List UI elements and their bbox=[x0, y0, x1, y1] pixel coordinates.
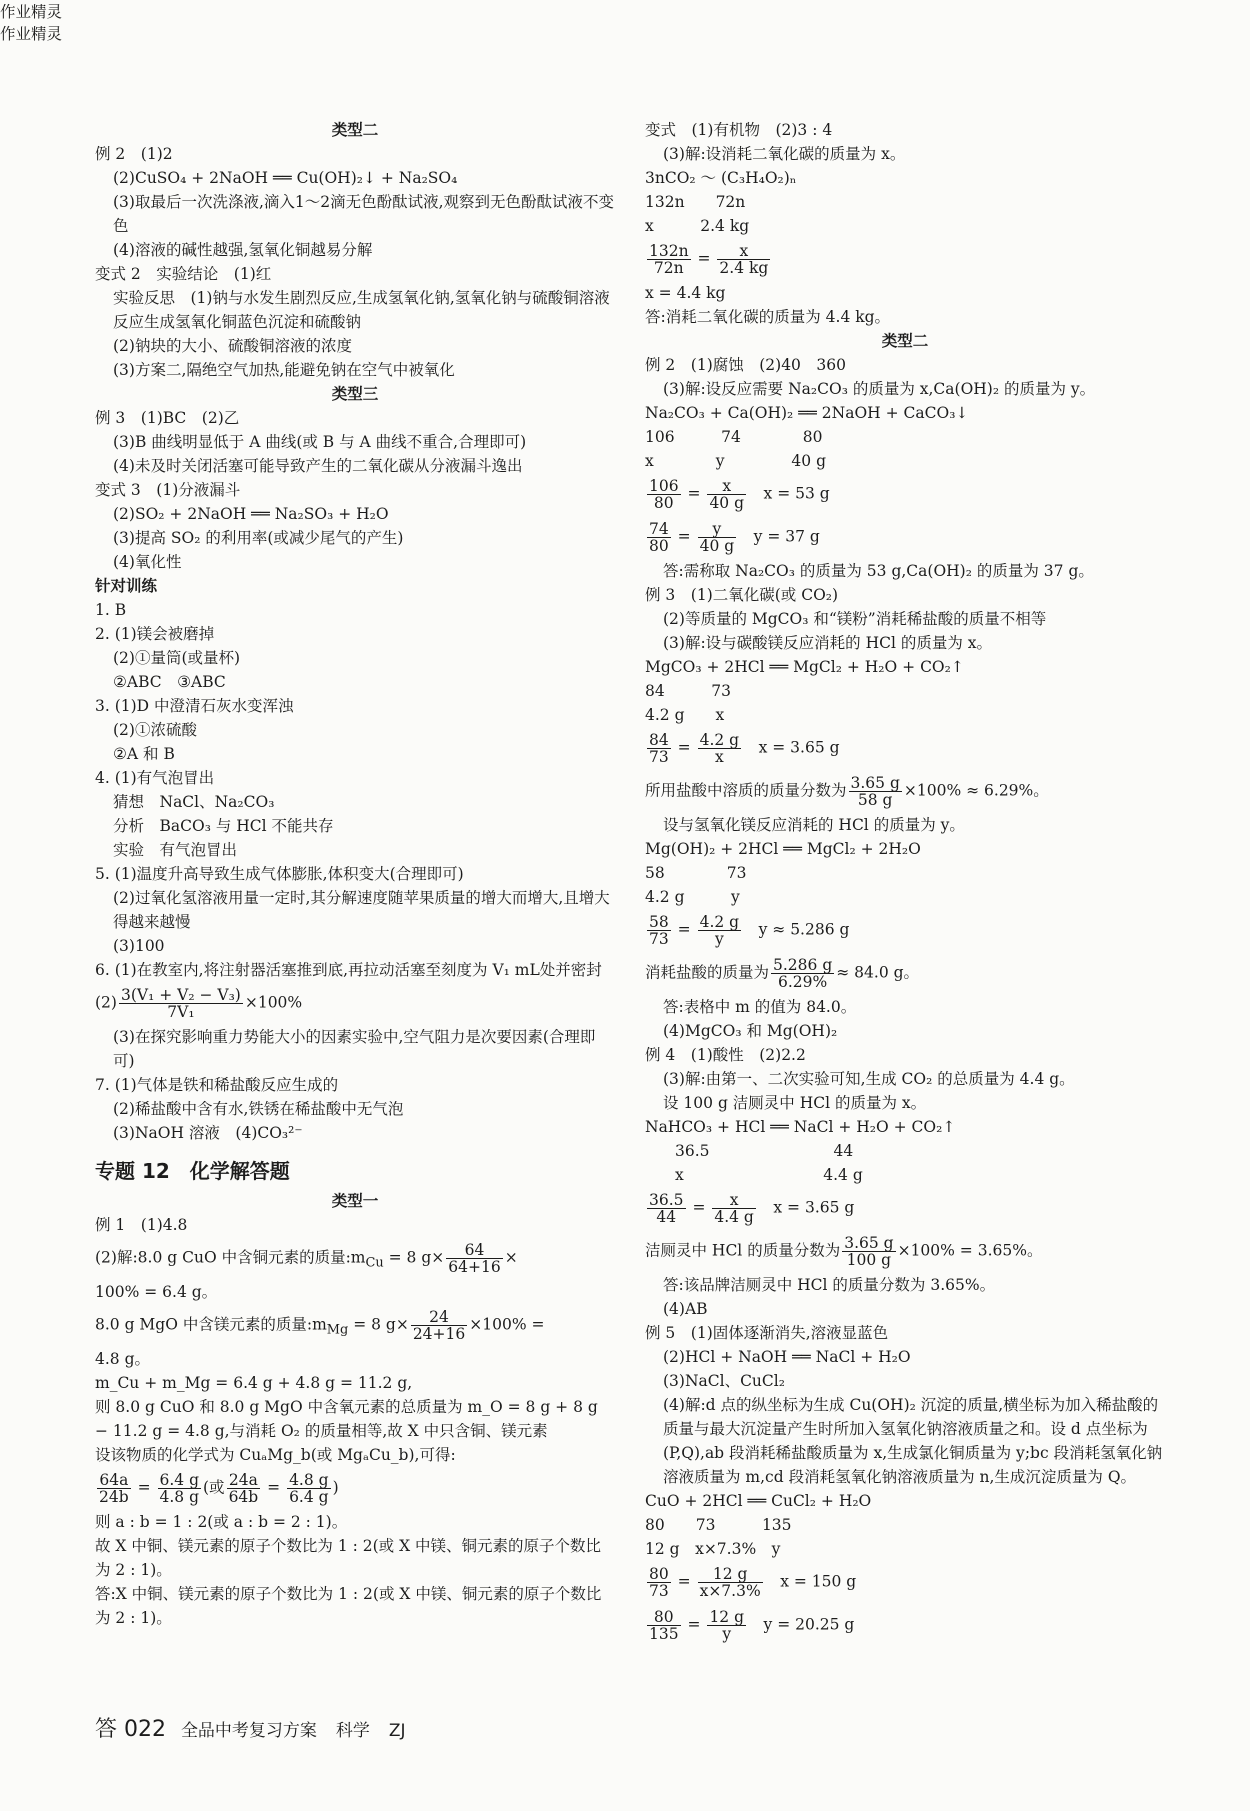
answer-line: 1. B bbox=[95, 601, 127, 619]
text-span: (2) bbox=[95, 993, 117, 1012]
example-line: 例 3 (1)二氧化碳(或 CO₂) bbox=[645, 586, 839, 604]
answer-line: (2)等质量的 MgCO₃ 和“镁粉”消耗稀盐酸的质量不相等 bbox=[663, 610, 1047, 628]
denominator: 7V₁ bbox=[167, 1003, 195, 1021]
answer-line: x = 4.4 kg bbox=[645, 284, 726, 302]
answer-line: 7. (1)气体是铁和稀盐酸反应生成的 bbox=[95, 1076, 339, 1094]
answer-line: (3)解:由第一、二次实验可知,生成 CO₂ 的总质量为 4.4 g。 bbox=[663, 1070, 1075, 1088]
answer-line: 6. (1)在教室内,将注射器活塞推到底,再拉动活塞至刻度为 V₁ mL处并密封 bbox=[95, 961, 602, 979]
answer-line: (3)取最后一次洗涤液,滴入1～2滴无色酚酞试液,观察到无色酚酞试液不变色 bbox=[113, 193, 615, 235]
fraction-line: $\frac{80}{135}$ = $\frac{12 g}{y}$ y = 20.25 g bbox=[649, 1608, 855, 1643]
text-span: 消耗盐酸的质量为 bbox=[645, 963, 770, 982]
denominator: 44 bbox=[656, 1208, 677, 1226]
fraction bbox=[771, 957, 834, 990]
fraction-line: $\frac{80}{73}$ = $\frac{12 g}{x\times 7.3\%}$ x = 150 g bbox=[649, 1565, 857, 1600]
denominator: 72n bbox=[653, 259, 684, 277]
numerator: 106 bbox=[649, 477, 679, 495]
answer-line: 实验反思 (1)钠与水发生剧烈反应,生成氢氧化钠,氢氧化钠与硫酸铜溶液反应生成氢氧化铜蓝色沉淀和硫酸钠 bbox=[113, 289, 610, 331]
fraction bbox=[647, 1566, 671, 1599]
fraction bbox=[647, 914, 671, 947]
answer-line: 猜想 NaCl、Na₂CO₃ bbox=[113, 793, 275, 811]
fraction-line bbox=[95, 1467, 615, 1510]
text-span: × bbox=[504, 1248, 518, 1267]
answer-line: (3)解:设反应需要 Na₂CO₃ 的质量为 x,Ca(OH)₂ 的质量为 y。 bbox=[663, 380, 1096, 398]
numerator: 3(V₁ + V₂ − V₃) bbox=[120, 986, 241, 1004]
denominator: 6.4 g bbox=[289, 1488, 329, 1506]
watermark: 作业精灵 bbox=[0, 25, 63, 43]
subject-label: 科学 bbox=[335, 1721, 370, 1741]
answer-line: 4. (1)有气泡冒出 bbox=[95, 769, 215, 787]
fraction bbox=[158, 1472, 202, 1505]
denominator: 80 bbox=[649, 537, 669, 555]
answer-line: 2. (1)镁会被磨掉 bbox=[95, 625, 215, 643]
fraction-line bbox=[645, 770, 1165, 813]
denominator: 2.4 kg bbox=[719, 259, 769, 277]
answer-line: (3)方案二,隔绝空气加热,能避免钠在空气中被氧化 bbox=[113, 361, 455, 379]
answer-line: (3)B 曲线明显低于 A 曲线(或 B 与 A 曲线不重合,合理即可) bbox=[113, 433, 527, 451]
equation-line: 80 73 135 bbox=[645, 1516, 792, 1534]
equation-line: x 4.4 g bbox=[675, 1166, 863, 1184]
answer-line: (2)稀盐酸中含有水,铁锈在稀盐酸中无气泡 bbox=[113, 1100, 404, 1118]
text-span: ) bbox=[332, 1478, 339, 1497]
answer-line: ②ABC ③ABC bbox=[113, 673, 226, 691]
answer-line: (2)①量筒(或量杯) bbox=[113, 649, 241, 667]
fraction bbox=[707, 1609, 746, 1642]
denominator: x bbox=[714, 748, 724, 766]
answer-line: 答:消耗二氧化碳的质量为 4.4 kg。 bbox=[645, 308, 891, 326]
text-span: 8.0 g MgO 中含镁元素的质量:m bbox=[95, 1315, 327, 1334]
numerator: 58 bbox=[649, 913, 669, 931]
fraction-line: $\frac{84}{73}$ = $\frac{4.2 g}{x}$ x = 3.65 g bbox=[649, 731, 840, 766]
text-span: ×100% bbox=[244, 993, 303, 1012]
right-column bbox=[645, 118, 1165, 1647]
answer-line: 实验 有气泡冒出 bbox=[113, 841, 238, 859]
section-heading: 类型二 bbox=[331, 121, 379, 139]
fraction bbox=[647, 478, 681, 511]
section-heading: 类型二 bbox=[881, 332, 929, 350]
answer-line: 3. (1)D 中澄清石灰水变浑浊 bbox=[95, 697, 294, 715]
page-number: 答 022 bbox=[95, 1717, 166, 1742]
denominator: 64b bbox=[228, 1488, 259, 1506]
numerator: 132n bbox=[649, 242, 689, 260]
denominator: 24+16 bbox=[412, 1325, 466, 1343]
answer-line: (4)氧化性 bbox=[113, 553, 182, 571]
variant-line: 变式 3 (1)分液漏斗 bbox=[95, 481, 241, 499]
equation-line: 84 73 bbox=[645, 682, 731, 700]
fraction bbox=[698, 1566, 763, 1599]
denominator: 73 bbox=[649, 1582, 669, 1600]
example-line: 例 4 (1)酸性 (2)2.2 bbox=[645, 1046, 806, 1064]
result-text: x = 150 g bbox=[780, 1572, 857, 1591]
answer-line: ②A 和 B bbox=[113, 745, 175, 763]
fraction bbox=[707, 478, 746, 511]
answer-line: (3)解:设消耗二氧化碳的质量为 x。 bbox=[663, 145, 906, 163]
left-column bbox=[95, 118, 615, 1630]
answer-line: (2)钠块的大小、硫酸铜溶液的浓度 bbox=[113, 337, 352, 355]
numerator: 24 bbox=[411, 1309, 467, 1326]
fraction bbox=[717, 243, 770, 276]
result-text: x = 3.65 g bbox=[773, 1198, 855, 1217]
subscript: Mg bbox=[326, 1322, 349, 1338]
answer-line: 设与氢氧化镁反应消耗的 HCl 的质量为 y。 bbox=[663, 816, 965, 834]
result-text: y = 20.25 g bbox=[763, 1615, 855, 1634]
answer-line: (3)NaCl、CuCl₂ bbox=[663, 1372, 785, 1390]
text-span: ×100% = 3.65%。 bbox=[897, 1241, 1043, 1260]
numerator: x bbox=[712, 1192, 756, 1209]
fraction-line: $\frac{132n}{72n}$ = $\frac{x}{2.4 kg}$ bbox=[649, 242, 769, 277]
text-span: = bbox=[262, 1478, 286, 1497]
answer-line: 答:需称取 Na₂CO₃ 的质量为 53 g,Ca(OH)₂ 的质量为 37 g。 bbox=[663, 562, 1094, 580]
section-heading: 类型一 bbox=[331, 1192, 379, 1210]
numerator: 3.65 g bbox=[844, 1234, 894, 1252]
numerator: 36.5 bbox=[649, 1191, 684, 1209]
fraction bbox=[849, 775, 902, 808]
equation-line: MgCO₃ + 2HCl ══ MgCl₂ + H₂O + CO₂↑ bbox=[645, 658, 964, 676]
numerator: 6.4 g bbox=[159, 1471, 199, 1489]
equation-line: x 2.4 kg bbox=[645, 217, 750, 235]
denominator: 58 g bbox=[857, 791, 893, 809]
equation-line: 132n 72n bbox=[645, 193, 746, 211]
numerator: y bbox=[698, 521, 737, 538]
answer-line: 4.8 g。 bbox=[95, 1350, 150, 1368]
answer-line: (4)解:d 点的纵坐标为生成 Cu(OH)₂ 沉淀的质量,横坐标为加入稀盐酸的质量与最大沉淀量产生时所加入氢氧化钠溶液质量之和。设 d 点坐标为(P,Q),ab 段消耗稀盐酸质量为 x,生成氯化铜质量为 y;bc 段消耗氢氧化钠溶液质量为 m,cd 段消耗氢氧化钠溶液质量为 n,生成沉淀质量为 Q。 bbox=[663, 1396, 1163, 1486]
denominator: 73 bbox=[649, 748, 669, 766]
answer-line: 分析 BaCO₃ 与 HCl 不能共存 bbox=[113, 817, 334, 835]
fraction-line bbox=[95, 1237, 615, 1280]
variant-line: 变式 2 实验结论 (1)红 bbox=[95, 265, 272, 283]
equation-line: Na₂CO₃ + Ca(OH)₂ ══ 2NaOH + CaCO₃↓ bbox=[645, 404, 969, 422]
topic-heading: 专题 12 化学解答题 bbox=[95, 1159, 290, 1183]
fraction bbox=[411, 1309, 467, 1342]
denominator: y bbox=[722, 1625, 732, 1643]
answer-line: 5. (1)温度升高导致生成气体膨胀,体积变大(合理即可) bbox=[95, 865, 464, 883]
numerator: 74 bbox=[649, 520, 669, 538]
equation-line: 4.2 g x bbox=[645, 706, 725, 724]
section-heading: 类型三 bbox=[331, 385, 379, 403]
text-span: 洁厕灵中 HCl 的质量分数为 bbox=[645, 1241, 841, 1260]
page-footer bbox=[95, 1712, 419, 1743]
fraction-line: $\frac{58}{73}$ = $\frac{4.2 g}{y}$ y ≈ 5.286 g bbox=[649, 913, 850, 948]
book-title: 全品中考复习方案 bbox=[180, 1721, 317, 1741]
answer-line: (4)溶液的碱性越强,氢氧化铜越易分解 bbox=[113, 241, 373, 259]
text-span: = bbox=[132, 1478, 156, 1497]
equation-line: Mg(OH)₂ + 2HCl ══ MgCl₂ + 2H₂O bbox=[645, 840, 921, 858]
fraction bbox=[119, 987, 243, 1020]
text-span: 所用盐酸中溶质的质量分数为 bbox=[645, 781, 847, 800]
denominator: 40 g bbox=[699, 537, 735, 555]
numerator: 64a bbox=[97, 1472, 131, 1489]
text-span: = 8 g× bbox=[383, 1248, 445, 1267]
fraction-line bbox=[645, 952, 1165, 995]
fraction-line: $\frac{74}{80}$ = $\frac{y}{40 g}$ y = 37 g bbox=[649, 520, 820, 555]
answer-line: (2)过氧化氢溶液用量一定时,其分解速度随苹果质量的增大而增大,且增大得越来越慢 bbox=[113, 889, 610, 931]
fraction bbox=[446, 1242, 502, 1275]
example-line: 例 2 (1)2 bbox=[95, 145, 173, 163]
answer-line: 故 X 中铜、镁元素的原子个数比为 1 : 2(或 X 中镁、铜元素的原子个数比为 2 : 1)。 bbox=[95, 1537, 602, 1579]
fraction bbox=[97, 1472, 131, 1505]
fraction bbox=[647, 521, 671, 554]
example-line: 例 1 (1)4.8 bbox=[95, 1216, 188, 1234]
answer-line: (3)NaOH 溶液 (4)CO₃²⁻ bbox=[113, 1124, 303, 1142]
numerator: 4.8 g bbox=[289, 1471, 329, 1489]
text-span: ×100% = bbox=[469, 1315, 545, 1334]
equation-line: 12 g x×7.3% y bbox=[645, 1540, 781, 1558]
answer-line: 答:该品牌洁厕灵中 HCl 的质量分数为 3.65%。 bbox=[663, 1276, 996, 1294]
answer-line: 设该物质的化学式为 CuₐMg_b(或 MgₐCu_b),可得: bbox=[95, 1446, 456, 1464]
denominator: 100 g bbox=[846, 1251, 892, 1269]
result-text: y = 37 g bbox=[753, 527, 820, 546]
fraction bbox=[647, 1609, 681, 1642]
answer-line: (3)解:设与碳酸镁反应消耗的 HCl 的质量为 x。 bbox=[663, 634, 993, 652]
fraction bbox=[647, 732, 671, 765]
denominator: 40 g bbox=[709, 494, 745, 512]
edition-label: ZJ bbox=[388, 1721, 406, 1741]
fraction bbox=[698, 732, 742, 765]
equation-line: CuO + 2HCl ══ CuCl₂ + H₂O bbox=[645, 1492, 872, 1510]
denominator: 135 bbox=[649, 1625, 679, 1643]
answer-line: (3)在探究影响重力势能大小的因素实验中,空气阻力是次要因素(合理即可) bbox=[113, 1028, 596, 1070]
result-text: x = 3.65 g bbox=[758, 738, 840, 757]
denominator: 4.8 g bbox=[159, 1488, 199, 1506]
text-span: (2)解:8.0 g CuO 中含铜元素的质量:m bbox=[95, 1248, 366, 1267]
answer-line: (3)提高 SO₂ 的利用率(或减少尾气的产生) bbox=[113, 529, 404, 547]
fraction-line: $\frac{36.5}{44}$ = $\frac{x}{4.4 g}$ x = 3.65 g bbox=[649, 1191, 855, 1226]
numerator: x bbox=[717, 243, 770, 260]
equation-line: 36.5 44 bbox=[675, 1142, 854, 1160]
fraction bbox=[712, 1192, 756, 1225]
denominator: 4.4 g bbox=[714, 1208, 754, 1226]
denominator: 6.29% bbox=[778, 973, 828, 991]
answer-line: 100% = 6.4 g。 bbox=[95, 1283, 218, 1301]
text-span: ≈ 84.0 g。 bbox=[836, 963, 920, 982]
answer-line: 则 8.0 g CuO 和 8.0 g MgO 中含氧元素的总质量为 m_O = 8 g + 8 g − 11.2 g = 4.8 g,与消耗 O₂ 的质量相等,故 X 中只含铜、镁元素 bbox=[95, 1398, 598, 1440]
denominator: 73 bbox=[649, 930, 669, 948]
numerator: 4.2 g bbox=[699, 731, 740, 749]
denominator: 64+16 bbox=[448, 1258, 501, 1276]
answer-line: (3)100 bbox=[113, 937, 165, 955]
fraction bbox=[227, 1472, 261, 1505]
numerator: 80 bbox=[649, 1565, 669, 1583]
fraction bbox=[647, 1192, 686, 1225]
answer-line: (4)MgCO₃ 和 Mg(OH)₂ bbox=[663, 1022, 838, 1040]
numerator: 4.2 g bbox=[699, 913, 740, 931]
numerator: 84 bbox=[649, 731, 669, 749]
equation-line: 58 73 bbox=[645, 864, 747, 882]
equation-line: NaHCO₃ + HCl ══ NaCl + H₂O + CO₂↑ bbox=[645, 1118, 956, 1136]
example-line: 例 5 (1)固体逐渐消失,溶液显蓝色 bbox=[645, 1324, 889, 1342]
answer-line: (2)HCl + NaOH ══ NaCl + H₂O bbox=[663, 1348, 911, 1366]
text-span: (或 bbox=[203, 1478, 225, 1497]
numerator: 80 bbox=[647, 1609, 681, 1626]
fraction bbox=[287, 1472, 331, 1505]
answer-line: 答:表格中 m 的值为 84.0。 bbox=[663, 998, 857, 1016]
equation-line: 4.2 g y bbox=[645, 888, 740, 906]
fraction-line: $\frac{106}{80}$ = $\frac{x}{40 g}$ x = 53 g bbox=[649, 477, 830, 512]
result-text: y ≈ 5.286 g bbox=[758, 920, 850, 939]
numerator: 12 g bbox=[698, 1566, 763, 1583]
numerator: 24a bbox=[227, 1472, 261, 1489]
text-span: = 8 g× bbox=[348, 1315, 409, 1334]
answer-line: 设 100 g 洁厕灵中 HCl 的质量为 x。 bbox=[663, 1094, 927, 1112]
fraction-line bbox=[95, 1304, 615, 1347]
answer-line: 则 a : b = 1 : 2(或 a : b = 2 : 1)。 bbox=[95, 1513, 348, 1531]
example-line: 例 2 (1)腐蚀 (2)40 360 bbox=[645, 356, 847, 374]
numerator: 64 bbox=[446, 1242, 502, 1259]
denominator: 24b bbox=[99, 1488, 129, 1506]
fraction bbox=[698, 521, 737, 554]
example-line: 例 3 (1)BC (2)乙 bbox=[95, 409, 240, 427]
answer-line: (4)AB bbox=[663, 1300, 708, 1318]
denominator: y bbox=[714, 930, 724, 948]
numerator: 5.286 g bbox=[773, 956, 833, 974]
equation-line: x y 40 g bbox=[645, 452, 826, 470]
answer-line: m_Cu + m_Mg = 6.4 g + 4.8 g = 11.2 g, bbox=[95, 1374, 413, 1392]
denominator: 80 bbox=[653, 494, 674, 512]
numerator: 12 g bbox=[709, 1608, 745, 1626]
fraction bbox=[698, 914, 742, 947]
result-text: x = 53 g bbox=[763, 484, 830, 503]
fraction bbox=[647, 243, 691, 276]
fraction-line bbox=[645, 1230, 1165, 1273]
text-span: ×100% ≈ 6.29%。 bbox=[903, 781, 1049, 800]
numerator: x bbox=[707, 478, 746, 495]
variant-line: 变式 (1)有机物 (2)3 : 4 bbox=[645, 121, 833, 139]
answer-line: (2)CuSO₄ + 2NaOH ══ Cu(OH)₂↓ + Na₂SO₄ bbox=[113, 169, 458, 187]
fraction bbox=[842, 1235, 895, 1268]
answer-line: (2)①浓硫酸 bbox=[113, 721, 197, 739]
answer-line: 答:X 中铜、镁元素的原子个数比为 1 : 2(或 X 中镁、铜元素的原子个数比为 2 : 1)。 bbox=[95, 1585, 602, 1627]
equation-line: 106 74 80 bbox=[645, 428, 823, 446]
subscript: Cu bbox=[365, 1255, 384, 1271]
answer-line: (4)未及时关闭活塞可能导致产生的二氧化碳从分液漏斗逸出 bbox=[113, 457, 523, 475]
numerator: 3.65 g bbox=[850, 774, 900, 792]
answer-line: (2)SO₂ + 2NaOH ══ Na₂SO₃ + H₂O bbox=[113, 505, 389, 523]
watermark: 作业精灵 bbox=[0, 3, 63, 21]
denominator: x×7.3% bbox=[699, 1582, 761, 1600]
training-heading: 针对训练 bbox=[95, 577, 158, 595]
equation-line: 3nCO₂ ～ (C₃H₄O₂)ₙ bbox=[645, 169, 797, 187]
fraction-line bbox=[95, 982, 615, 1025]
